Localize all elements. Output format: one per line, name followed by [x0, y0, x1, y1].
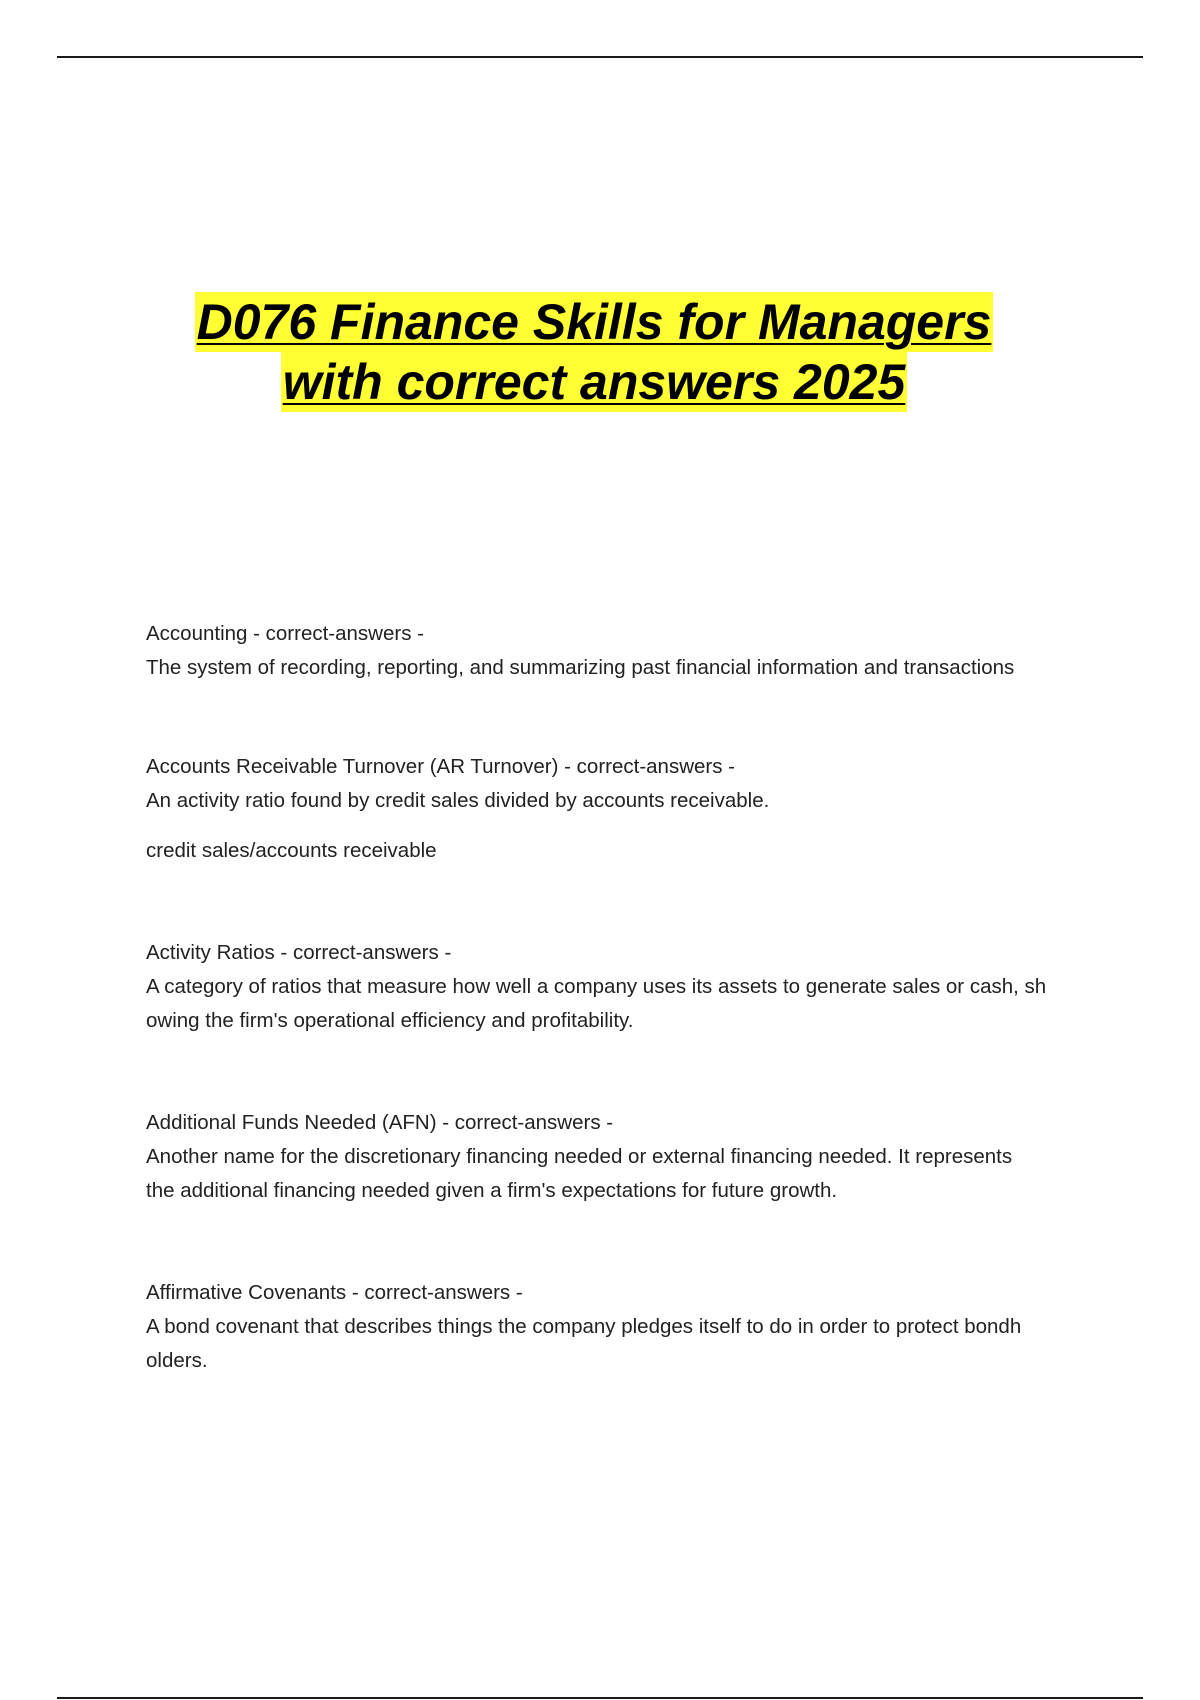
document-title — [0, 292, 1188, 412]
entry-affirmative-covenants — [146, 1276, 1106, 1378]
entry-definition-line-2: owing the firm's operational efficiency and profitability. — [146, 1009, 634, 1032]
entry-term: Activity Ratios - correct-answers - — [146, 941, 452, 964]
entry-term: Affirmative Covenants - correct-answers - — [146, 1281, 523, 1304]
entry-afn — [146, 1106, 1106, 1208]
entry-activity-ratios — [146, 936, 1106, 1038]
entry-definition-line-1: A bond covenant that describes things the company pledges itself to do in order to protect bondh — [146, 1315, 1022, 1338]
entry-term: Accounting - correct-answers - — [146, 622, 424, 645]
entry-definition-line-2: olders. — [146, 1349, 208, 1372]
entry-definition-line-1: Another name for the discretionary financing needed or external financing needed. It represents — [146, 1145, 1013, 1168]
entry-ar-turnover — [146, 750, 1106, 868]
title-line-1: D076 Finance Skills for Managers — [196, 294, 992, 350]
entry-accounting — [146, 617, 1106, 685]
entry-definition: The system of recording, reporting, and summarizing past financial information and transactions — [146, 656, 1015, 679]
entry-term: Accounts Receivable Turnover (AR Turnover) - correct-answers - — [146, 755, 736, 778]
entry-definition: An activity ratio found by credit sales divided by accounts receivable. — [146, 789, 770, 812]
entry-definition-line-2: the additional financing needed given a firm's expectations for future growth. — [146, 1179, 838, 1202]
entry-formula: credit sales/accounts receivable — [146, 839, 437, 862]
title-line-2: with correct answers 2025 — [282, 354, 906, 410]
entry-definition-line-1: A category of ratios that measure how well a company uses its assets to generate sales or cash, sh — [146, 975, 1047, 998]
entry-term: Additional Funds Needed (AFN) - correct-answers - — [146, 1111, 614, 1134]
bottom-rule — [57, 1697, 1143, 1699]
top-rule — [57, 56, 1143, 58]
